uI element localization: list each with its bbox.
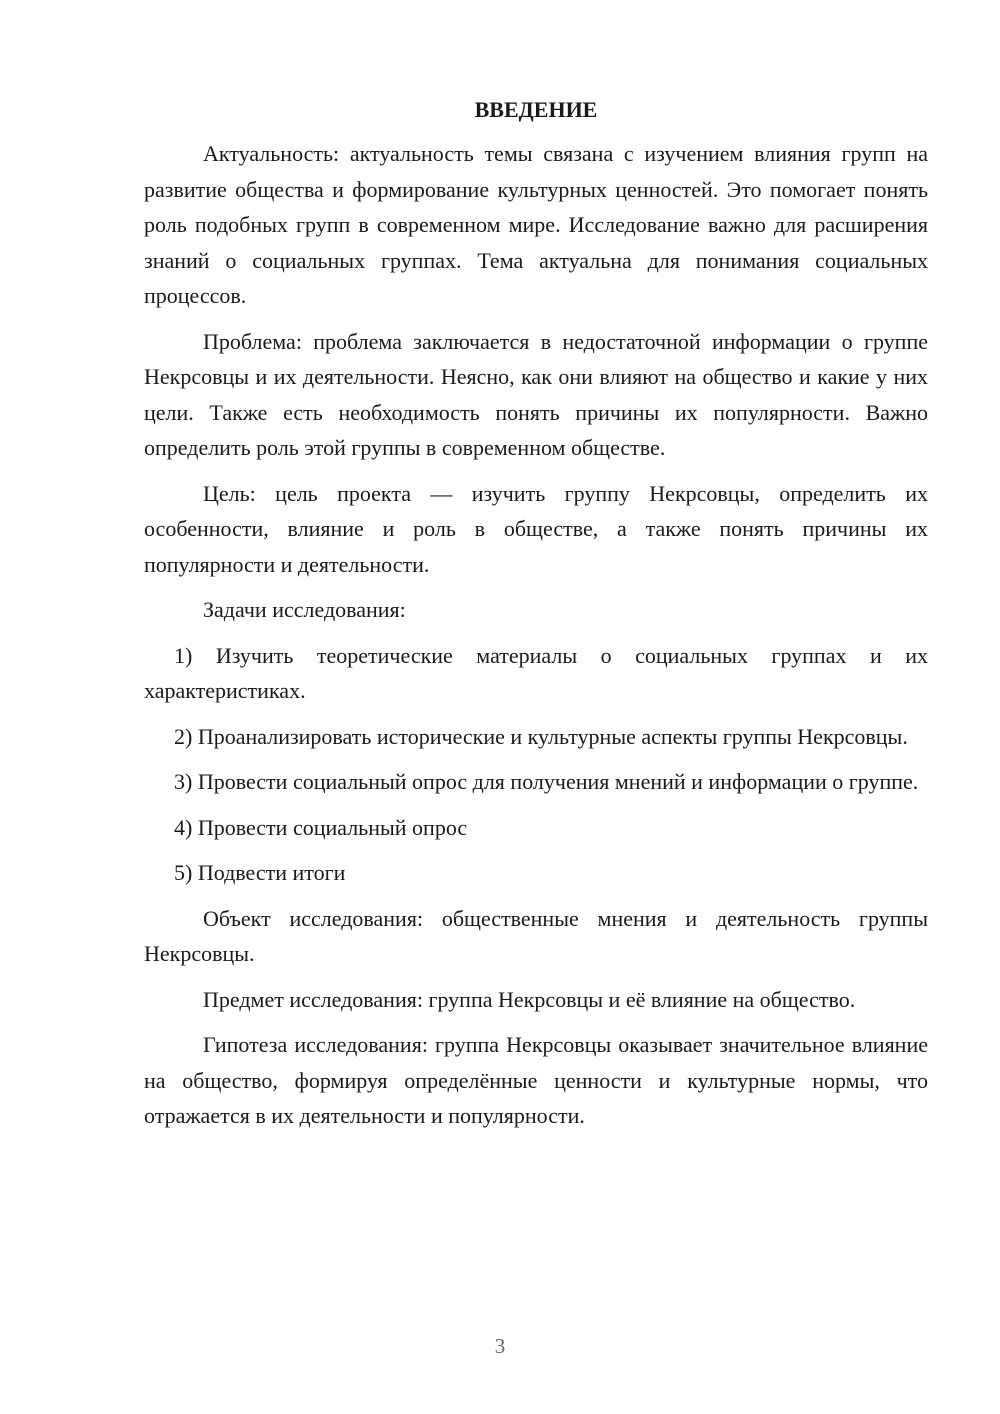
task-item-2: 2) Проанализировать исторические и культурные аспекты группы Некрсовцы.	[174, 723, 908, 749]
object-paragraph: Объект исследования: общественные мнения и деятельность группы Некрсовцы.	[144, 905, 928, 966]
subject-paragraph: Предмет исследования: группа Некрсовцы и её влияние на общество.	[203, 986, 856, 1012]
problem-paragraph: Проблема: проблема заключается в недостаточной информации о группе Некрсовцы и их деятельности. Неясно, как они влияют на общество и какие у них цели. Также есть необходимость понять причины их популярности. Важно определить роль этой группы в современном обществе.	[144, 328, 928, 460]
task-item-1: 1) Изучить теоретические материалы о социальных группах и их характеристиках.	[144, 642, 928, 703]
page-title: ВВЕДЕНИЕ	[474, 97, 598, 122]
task-item-4: 4) Провести социальный опрос	[174, 814, 468, 840]
page-number: 3	[494, 1334, 506, 1358]
task-item-5: 5) Подвести итоги	[174, 860, 346, 885]
hypothesis-paragraph: Гипотеза исследования: группа Некрсовцы оказывает значительное влияние на общество, формируя определённые ценности и культурные нормы, что отражается в их деятельности и популярности.	[144, 1032, 928, 1128]
task-item-3: 3) Провести социальный опрос для получения мнений и информации о группе.	[174, 769, 919, 794]
goal-paragraph: Цель: цель проекта — изучить группу Некрсовцы, определить их особенности, влияние и роль в обществе, а также понять причины их популярности и деятельности.	[144, 480, 928, 577]
tasks-heading: Задачи исследования:	[203, 597, 406, 622]
document-page	[144, 94, 928, 1144]
relevance-paragraph: Актуальность: актуальность темы связана с изучением влияния групп на развитие общества и формирование культурных ценностей. Это помогает понять роль подобных групп в современном мире. Исследование важно для расширения знаний о социальных группах. Тема актуальна для понимания социальных процессов.	[144, 141, 928, 308]
